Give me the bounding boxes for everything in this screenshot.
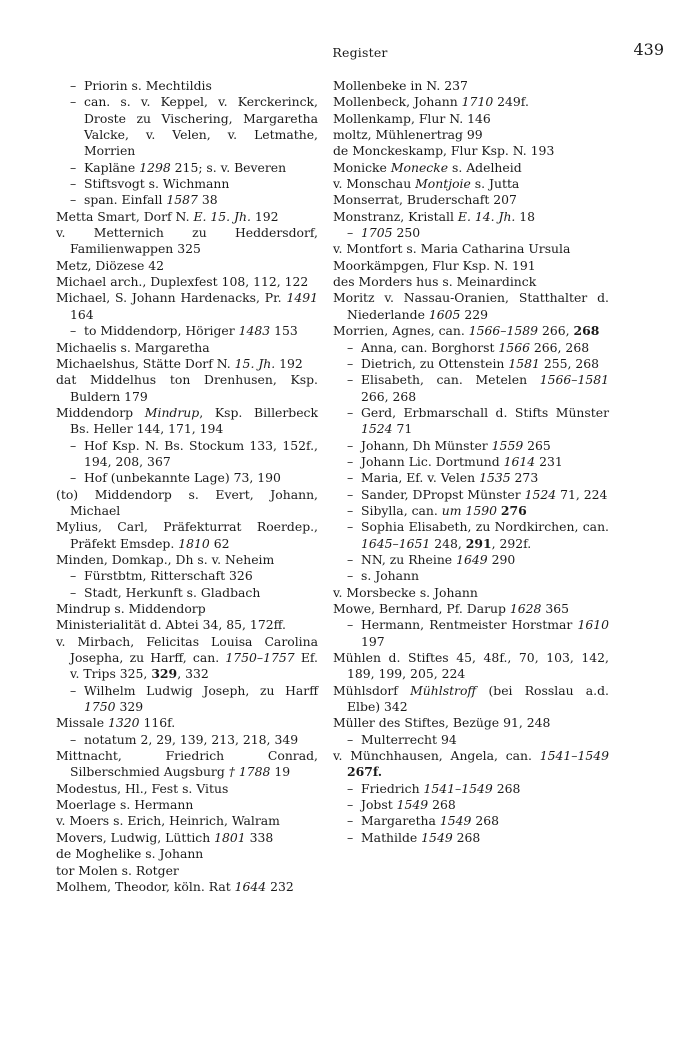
index-entry bbox=[56, 617, 318, 633]
index-entry bbox=[56, 487, 318, 520]
page-header bbox=[56, 40, 664, 62]
italic-text: 1549 bbox=[439, 813, 472, 829]
italic-text: 1566–1589 bbox=[468, 323, 539, 339]
entry-text: Maria, Ef. v. Velen bbox=[361, 470, 480, 486]
entry-text: span. Einfall bbox=[84, 192, 167, 208]
entry-text: , Ksp. Billerbeck Bs. Heller 144, 171, 194 bbox=[70, 404, 319, 437]
entry-text: tor Molen s. Rotger bbox=[56, 862, 179, 878]
index-subentry bbox=[56, 192, 318, 208]
entry-text: 19 bbox=[270, 764, 291, 780]
subentry-dash: – bbox=[347, 404, 354, 420]
italic-text: 1710 bbox=[461, 94, 494, 110]
entry-text: Mollenkamp, Flur N. 146 bbox=[333, 110, 491, 126]
entry-text: Mittnacht, Friedrich Conrad, Silberschmied Augsburg bbox=[56, 748, 318, 780]
index-subentry bbox=[333, 813, 609, 829]
italic-text: † 1788 bbox=[228, 764, 271, 780]
italic-text: 1549 bbox=[396, 797, 429, 813]
entry-text: Molhem, Theodor, köln. Rat bbox=[56, 878, 235, 894]
entry-text: 71 bbox=[392, 421, 413, 437]
entry-text: 192 bbox=[275, 355, 303, 371]
index-subentry bbox=[333, 454, 609, 470]
entry-text: 338 bbox=[245, 829, 274, 845]
running-title: Register bbox=[332, 45, 388, 60]
entry-text: Gerd, Erbmarschall d. Stifts Münster bbox=[361, 404, 609, 420]
italic-text: 1483 bbox=[238, 323, 271, 339]
index-subentry bbox=[56, 470, 318, 486]
index-entry bbox=[56, 258, 318, 274]
index-subentry bbox=[56, 176, 318, 192]
entry-text: Johann, Dh Münster bbox=[361, 437, 492, 453]
subentry-dash: – bbox=[347, 486, 354, 502]
index-entry bbox=[333, 241, 609, 257]
entry-text: v. Metternich zu Heddersdorf, Familienwappen 325 bbox=[56, 225, 318, 257]
italic-text: 1750 bbox=[84, 699, 116, 715]
entry-text: Sophia Elisabeth, zu Nordkirchen, can. bbox=[361, 519, 609, 535]
subentry-dash: – bbox=[347, 813, 354, 829]
entry-text: Middendorp bbox=[56, 404, 145, 420]
index-subentry bbox=[333, 519, 609, 552]
subentry-dash: – bbox=[70, 176, 77, 192]
entry-text: Movers, Ludwig, Lüttich bbox=[56, 829, 215, 845]
italic-text: 1810 bbox=[178, 535, 210, 551]
index-subentry bbox=[333, 830, 609, 846]
entry-text: v. Moers s. Erich, Heinrich, Walram bbox=[56, 813, 280, 829]
entry-text: Michaelis s. Margaretha bbox=[56, 339, 210, 355]
index-subentry bbox=[333, 487, 609, 503]
entry-text: 329 bbox=[115, 699, 144, 715]
entry-text: , 292f. bbox=[491, 535, 532, 551]
entry-text: to Middendorp, Höriger bbox=[84, 323, 239, 339]
subentry-dash: – bbox=[347, 568, 354, 584]
italic-text: E. 14. Jh. bbox=[457, 208, 516, 224]
entry-text: Margaretha bbox=[361, 813, 440, 829]
italic-text: Monecke bbox=[390, 159, 449, 175]
entry-text: 255, 268 bbox=[539, 355, 599, 371]
entry-text: 38 bbox=[197, 192, 218, 208]
italic-text: 1801 bbox=[214, 829, 246, 845]
index-subentry bbox=[56, 78, 318, 94]
italic-text: 1645–1651 bbox=[361, 535, 431, 551]
entry-text: Michaelshus, Stätte Dorf N. bbox=[56, 355, 235, 371]
italic-text: 1566–1581 bbox=[539, 372, 609, 388]
index-entry bbox=[56, 715, 318, 731]
entry-text: s. Adelheid bbox=[448, 159, 522, 175]
italic-text: 1524 bbox=[361, 421, 393, 437]
index-entry bbox=[333, 290, 609, 323]
entry-text: 192 bbox=[250, 208, 279, 224]
entry-text: v. Montfort s. Maria Catharina Ursula bbox=[333, 241, 571, 257]
index-subentry bbox=[333, 568, 609, 584]
index-entry bbox=[56, 274, 318, 290]
index-entry bbox=[333, 683, 609, 716]
entry-text: Minden, Domkap., Dh s. v. Neheim bbox=[56, 551, 275, 567]
bold-page-ref: 267f. bbox=[347, 764, 383, 780]
italic-text: 1524 bbox=[524, 486, 557, 502]
italic-text: Montjoie bbox=[415, 176, 471, 192]
index-entry bbox=[56, 879, 318, 895]
italic-text: Mindrup bbox=[144, 404, 200, 420]
entry-text: de Monckeskamp, Flur Ksp. N. 193 bbox=[333, 143, 555, 159]
entry-text: Friedrich bbox=[361, 780, 424, 796]
italic-text: 1705 bbox=[361, 225, 393, 241]
entry-text: 266, bbox=[538, 323, 574, 339]
index-entry bbox=[333, 143, 609, 159]
italic-text: 1628 bbox=[509, 601, 542, 616]
index-subentry bbox=[56, 94, 318, 159]
subentry-dash: – bbox=[70, 470, 77, 486]
entry-text: Anna, can. Borghorst bbox=[361, 339, 499, 355]
subentry-dash: – bbox=[347, 339, 354, 355]
index-subentry bbox=[333, 617, 609, 650]
index-entry bbox=[333, 323, 609, 339]
subentry-dash: – bbox=[70, 159, 77, 175]
index-subentry bbox=[56, 160, 318, 176]
index-subentry bbox=[333, 732, 609, 748]
index-entry bbox=[333, 160, 609, 176]
entry-text: 232 bbox=[266, 878, 294, 894]
subentry-dash: – bbox=[347, 355, 354, 371]
entry-text: Mathilde bbox=[361, 829, 422, 845]
italic-text: E. 15. Jh. bbox=[193, 208, 251, 224]
index-entry bbox=[56, 601, 318, 617]
index-entry bbox=[333, 585, 609, 601]
entry-text: 116f. bbox=[139, 715, 176, 731]
entry-text: Mylius, Carl, Präfekturrat Roerdep., Präfekt Emsdep. bbox=[56, 519, 318, 551]
index-entry bbox=[56, 405, 318, 438]
index-subentry bbox=[333, 372, 609, 405]
entry-text: Michael arch., Duplexfest 108, 112, 122 bbox=[56, 274, 309, 290]
page-number: 439 bbox=[633, 40, 664, 59]
entry-text: 268 bbox=[428, 797, 456, 813]
entry-text: Mindrup s. Middendorp bbox=[56, 601, 206, 616]
index-entry bbox=[56, 225, 318, 258]
entry-text: v. Morsbecke s. Johann bbox=[333, 584, 478, 600]
entry-text: 266, 268 bbox=[529, 339, 590, 355]
index-subentry bbox=[333, 552, 609, 568]
italic-text: 1610 bbox=[577, 617, 609, 633]
entry-text: Ministerialität d. Abtei 34, 85, 172ff. bbox=[56, 617, 286, 633]
index-subentry bbox=[333, 225, 609, 241]
subentry-dash: – bbox=[70, 437, 77, 453]
entry-text: Stadt, Herkunft s. Gladbach bbox=[84, 584, 261, 600]
subentry-dash: – bbox=[347, 797, 354, 813]
italic-text: 1549 bbox=[421, 829, 453, 845]
italic-text: 1649 bbox=[456, 551, 488, 567]
entry-text: Monserrat, Bruderschaft 207 bbox=[333, 192, 517, 208]
italic-text: 1587 bbox=[166, 192, 198, 208]
index-subentry bbox=[56, 732, 318, 748]
entry-text: v. Monschau bbox=[333, 176, 416, 192]
index-entry bbox=[56, 863, 318, 879]
entry-text: 248, bbox=[430, 535, 466, 551]
entry-text: Müller des Stiftes, Bezüge 91, 248 bbox=[333, 715, 551, 731]
index-entry bbox=[333, 258, 609, 274]
index-subentry bbox=[56, 438, 318, 471]
entry-text: Jobst bbox=[361, 797, 397, 813]
subentry-dash: – bbox=[70, 682, 77, 698]
italic-text: 1491 bbox=[286, 290, 318, 306]
entry-text: des Morders hus s. Meinardinck bbox=[333, 274, 537, 290]
entry-text: 62 bbox=[209, 535, 230, 551]
entry-text: Sibylla, can. bbox=[361, 502, 442, 518]
bold-page-ref: 268 bbox=[573, 323, 600, 339]
bold-page-ref: 329 bbox=[151, 666, 178, 682]
entry-text: dat Middelhus ton Drenhusen, Ksp. Buldern 179 bbox=[56, 372, 318, 404]
subentry-dash: – bbox=[347, 829, 354, 845]
subentry-dash: – bbox=[347, 502, 354, 518]
entry-text: de Moghelike s. Johann bbox=[56, 846, 204, 862]
entry-text: Monicke bbox=[333, 159, 391, 175]
index-entry bbox=[56, 846, 318, 862]
index-entry bbox=[56, 797, 318, 813]
index-entry bbox=[56, 372, 318, 405]
index-subentry bbox=[333, 405, 609, 438]
subentry-dash: – bbox=[70, 94, 77, 110]
index-entry bbox=[56, 813, 318, 829]
entry-text: Moerlage s. Hermann bbox=[56, 797, 194, 813]
entry-text: Mollenbeke in N. 237 bbox=[333, 78, 468, 93]
index-entry bbox=[56, 748, 318, 781]
index-entry bbox=[56, 830, 318, 846]
entry-text: can. s. v. Keppel, v. Kerckerinck, Droste zu Vischering, Margaretha Valcke, v. Velen, v. Letmathe, Morrien bbox=[84, 94, 318, 159]
entry-text: 273 bbox=[510, 470, 539, 486]
italic-text: 1750–1757 bbox=[225, 650, 295, 666]
italic-text: 1320 bbox=[108, 715, 140, 731]
subentry-dash: – bbox=[347, 437, 354, 453]
entry-text: Moorkämpgen, Flur Ksp. N. 191 bbox=[333, 257, 536, 273]
entry-text: Mühlen d. Stiftes 45, 48f., 70, 103, 142, 189, 199, 205, 224 bbox=[333, 650, 609, 682]
entry-text: Hof (unbekannte Lage) 73, 190 bbox=[84, 470, 281, 486]
subentry-dash: – bbox=[70, 78, 77, 93]
entry-text: Monstranz, Kristall bbox=[333, 208, 458, 224]
italic-text: 1298 bbox=[139, 159, 171, 175]
entry-text: 268 bbox=[452, 829, 481, 845]
entry-text: (bei Rosslau a.d. Elbe) 342 bbox=[347, 682, 609, 715]
index-subentry bbox=[333, 503, 609, 519]
subentry-dash: – bbox=[347, 617, 354, 633]
index-entry bbox=[333, 748, 609, 781]
entry-text: Ef. v. Trips 325, bbox=[70, 650, 318, 682]
entry-text: 249f. bbox=[493, 94, 529, 110]
entry-text: 215; s. v. Beveren bbox=[170, 159, 287, 175]
subentry-dash: – bbox=[347, 731, 354, 747]
subentry-dash: – bbox=[70, 584, 77, 600]
entry-text: 268 bbox=[471, 813, 499, 829]
entry-text: 290 bbox=[487, 551, 516, 567]
index-subentry bbox=[333, 340, 609, 356]
entry-text: Elisabeth, can. Metelen bbox=[361, 372, 540, 388]
subentry-dash: – bbox=[347, 519, 354, 535]
entry-text: 265 bbox=[523, 437, 551, 453]
entry-text: 71, 224 bbox=[556, 486, 608, 502]
subentry-dash: – bbox=[347, 780, 354, 796]
entry-text: 268 bbox=[492, 780, 521, 796]
subentry-dash: – bbox=[347, 225, 354, 241]
index-entry bbox=[333, 111, 609, 127]
italic-text: 15. Jh. bbox=[234, 355, 276, 371]
index-entry bbox=[56, 519, 318, 552]
subentry-dash: – bbox=[70, 731, 77, 747]
index-entry bbox=[333, 715, 609, 731]
index-subentry bbox=[56, 683, 318, 716]
italic-text: 1566 bbox=[498, 339, 530, 355]
index-column-left bbox=[56, 78, 318, 895]
entry-text: Priorin s. Mechtildis bbox=[84, 78, 212, 93]
index-subentry bbox=[333, 470, 609, 486]
entry-text: (to) Middendorp s. Evert, Johann, Michael bbox=[56, 486, 318, 518]
entry-text: 153 bbox=[270, 323, 298, 339]
subentry-dash: – bbox=[347, 453, 354, 469]
index-subentry bbox=[333, 797, 609, 813]
entry-text: Metta Smart, Dorf N. bbox=[56, 208, 194, 224]
index-entry bbox=[56, 340, 318, 356]
italic-text: 1541–1549 bbox=[423, 780, 493, 796]
entry-text: Michael, S. Johann Hardenacks, Pr. bbox=[56, 290, 287, 306]
index-entry bbox=[56, 781, 318, 797]
index-subentry bbox=[56, 585, 318, 601]
italic-text: 1644 bbox=[234, 878, 267, 894]
index-subentry bbox=[333, 438, 609, 454]
index-entry bbox=[333, 601, 609, 617]
subentry-dash: – bbox=[347, 470, 354, 486]
entry-text: Multerrecht 94 bbox=[361, 731, 457, 747]
entry-text: 250 bbox=[392, 225, 421, 241]
index-entry bbox=[56, 209, 318, 225]
index-subentry bbox=[333, 781, 609, 797]
subentry-dash: – bbox=[70, 568, 77, 584]
index-entry bbox=[333, 78, 609, 94]
entry-text: s. Jutta bbox=[470, 176, 520, 192]
entry-text: Wilhelm Ludwig Joseph, zu Harff bbox=[84, 682, 318, 698]
entry-text: Sander, DPropst Münster bbox=[361, 486, 525, 502]
entry-text: 266, 268 bbox=[361, 388, 417, 404]
subentry-dash: – bbox=[70, 323, 77, 339]
entry-text: Kapläne bbox=[84, 159, 140, 175]
entry-text: s. Johann bbox=[361, 568, 419, 584]
index-subentry bbox=[333, 356, 609, 372]
index-entry bbox=[333, 127, 609, 143]
entry-text: 197 bbox=[361, 633, 385, 649]
index-entry bbox=[333, 192, 609, 208]
entry-text: Stiftsvogt s. Wichmann bbox=[84, 176, 230, 192]
index-entry bbox=[56, 634, 318, 683]
entry-text: 164 bbox=[70, 306, 94, 322]
bold-page-ref: 291 bbox=[465, 535, 492, 551]
italic-text: 1535 bbox=[479, 470, 511, 486]
index-subentry bbox=[56, 568, 318, 584]
entry-text: Dietrich, zu Ottenstein bbox=[361, 355, 509, 371]
entry-text: 18 bbox=[515, 208, 536, 224]
subentry-dash: – bbox=[70, 192, 77, 208]
subentry-dash: – bbox=[347, 372, 354, 388]
entry-text: Hof Ksp. N. Bs. Stockum 133, 152f., 194, 208, 367 bbox=[84, 437, 318, 469]
entry-text: 365 bbox=[541, 601, 569, 616]
index-entry bbox=[333, 274, 609, 290]
entry-text: , 332 bbox=[177, 666, 209, 682]
index-entry bbox=[333, 209, 609, 225]
entry-text: Mühlsdorf bbox=[333, 682, 411, 698]
entry-text: notatum 2, 29, 139, 213, 218, 349 bbox=[84, 731, 299, 747]
italic-text: 1559 bbox=[491, 437, 524, 453]
entry-text: 231 bbox=[535, 453, 563, 469]
index-entry bbox=[333, 94, 609, 110]
entry-text: moltz, Mühlenertrag 99 bbox=[333, 127, 483, 143]
index-entry bbox=[333, 176, 609, 192]
italic-text: Mühlstroff bbox=[410, 682, 477, 698]
italic-text: 1605 bbox=[428, 306, 461, 322]
italic-text: 1614 bbox=[503, 453, 536, 469]
index-subentry bbox=[56, 323, 318, 339]
index-entry bbox=[56, 552, 318, 568]
entry-text: Mowe, Bernhard, Pf. Darup bbox=[333, 601, 510, 616]
index-entry bbox=[333, 650, 609, 683]
entry-text: Johann Lic. Dortmund bbox=[361, 453, 504, 469]
entry-text: NN, zu Rheine bbox=[361, 551, 457, 567]
entry-text: Mollenbeck, Johann bbox=[333, 94, 462, 110]
entry-text: Missale bbox=[56, 715, 108, 731]
entry-text: Metz, Diözese 42 bbox=[56, 257, 165, 273]
entry-text: v. Mirbach, Felicitas Louisa Carolina Josepha, zu Harff, can. bbox=[56, 633, 318, 666]
index-entry bbox=[56, 290, 318, 323]
entry-text: Hermann, Rentmeister Horstmar bbox=[361, 617, 578, 633]
entry-text: Modestus, Hl., Fest s. Vitus bbox=[56, 780, 229, 796]
italic-text: um 1590 bbox=[441, 502, 497, 518]
entry-text: Fürstbtm, Ritterschaft 326 bbox=[84, 568, 253, 584]
index-entry bbox=[56, 356, 318, 372]
subentry-dash: – bbox=[347, 551, 354, 567]
bold-page-ref: 276 bbox=[500, 502, 527, 518]
italic-text: 1541–1549 bbox=[539, 748, 609, 764]
entry-text: 229 bbox=[460, 306, 488, 322]
entry-text: Moritz v. Nassau-Oranien, Statthalter d. Niederlande bbox=[333, 290, 609, 322]
entry-text: v. Münchhausen, Angela, can. bbox=[333, 748, 540, 764]
index-column-right bbox=[333, 78, 609, 846]
entry-text: Morrien, Agnes, can. bbox=[333, 323, 469, 339]
italic-text: 1581 bbox=[508, 355, 540, 371]
